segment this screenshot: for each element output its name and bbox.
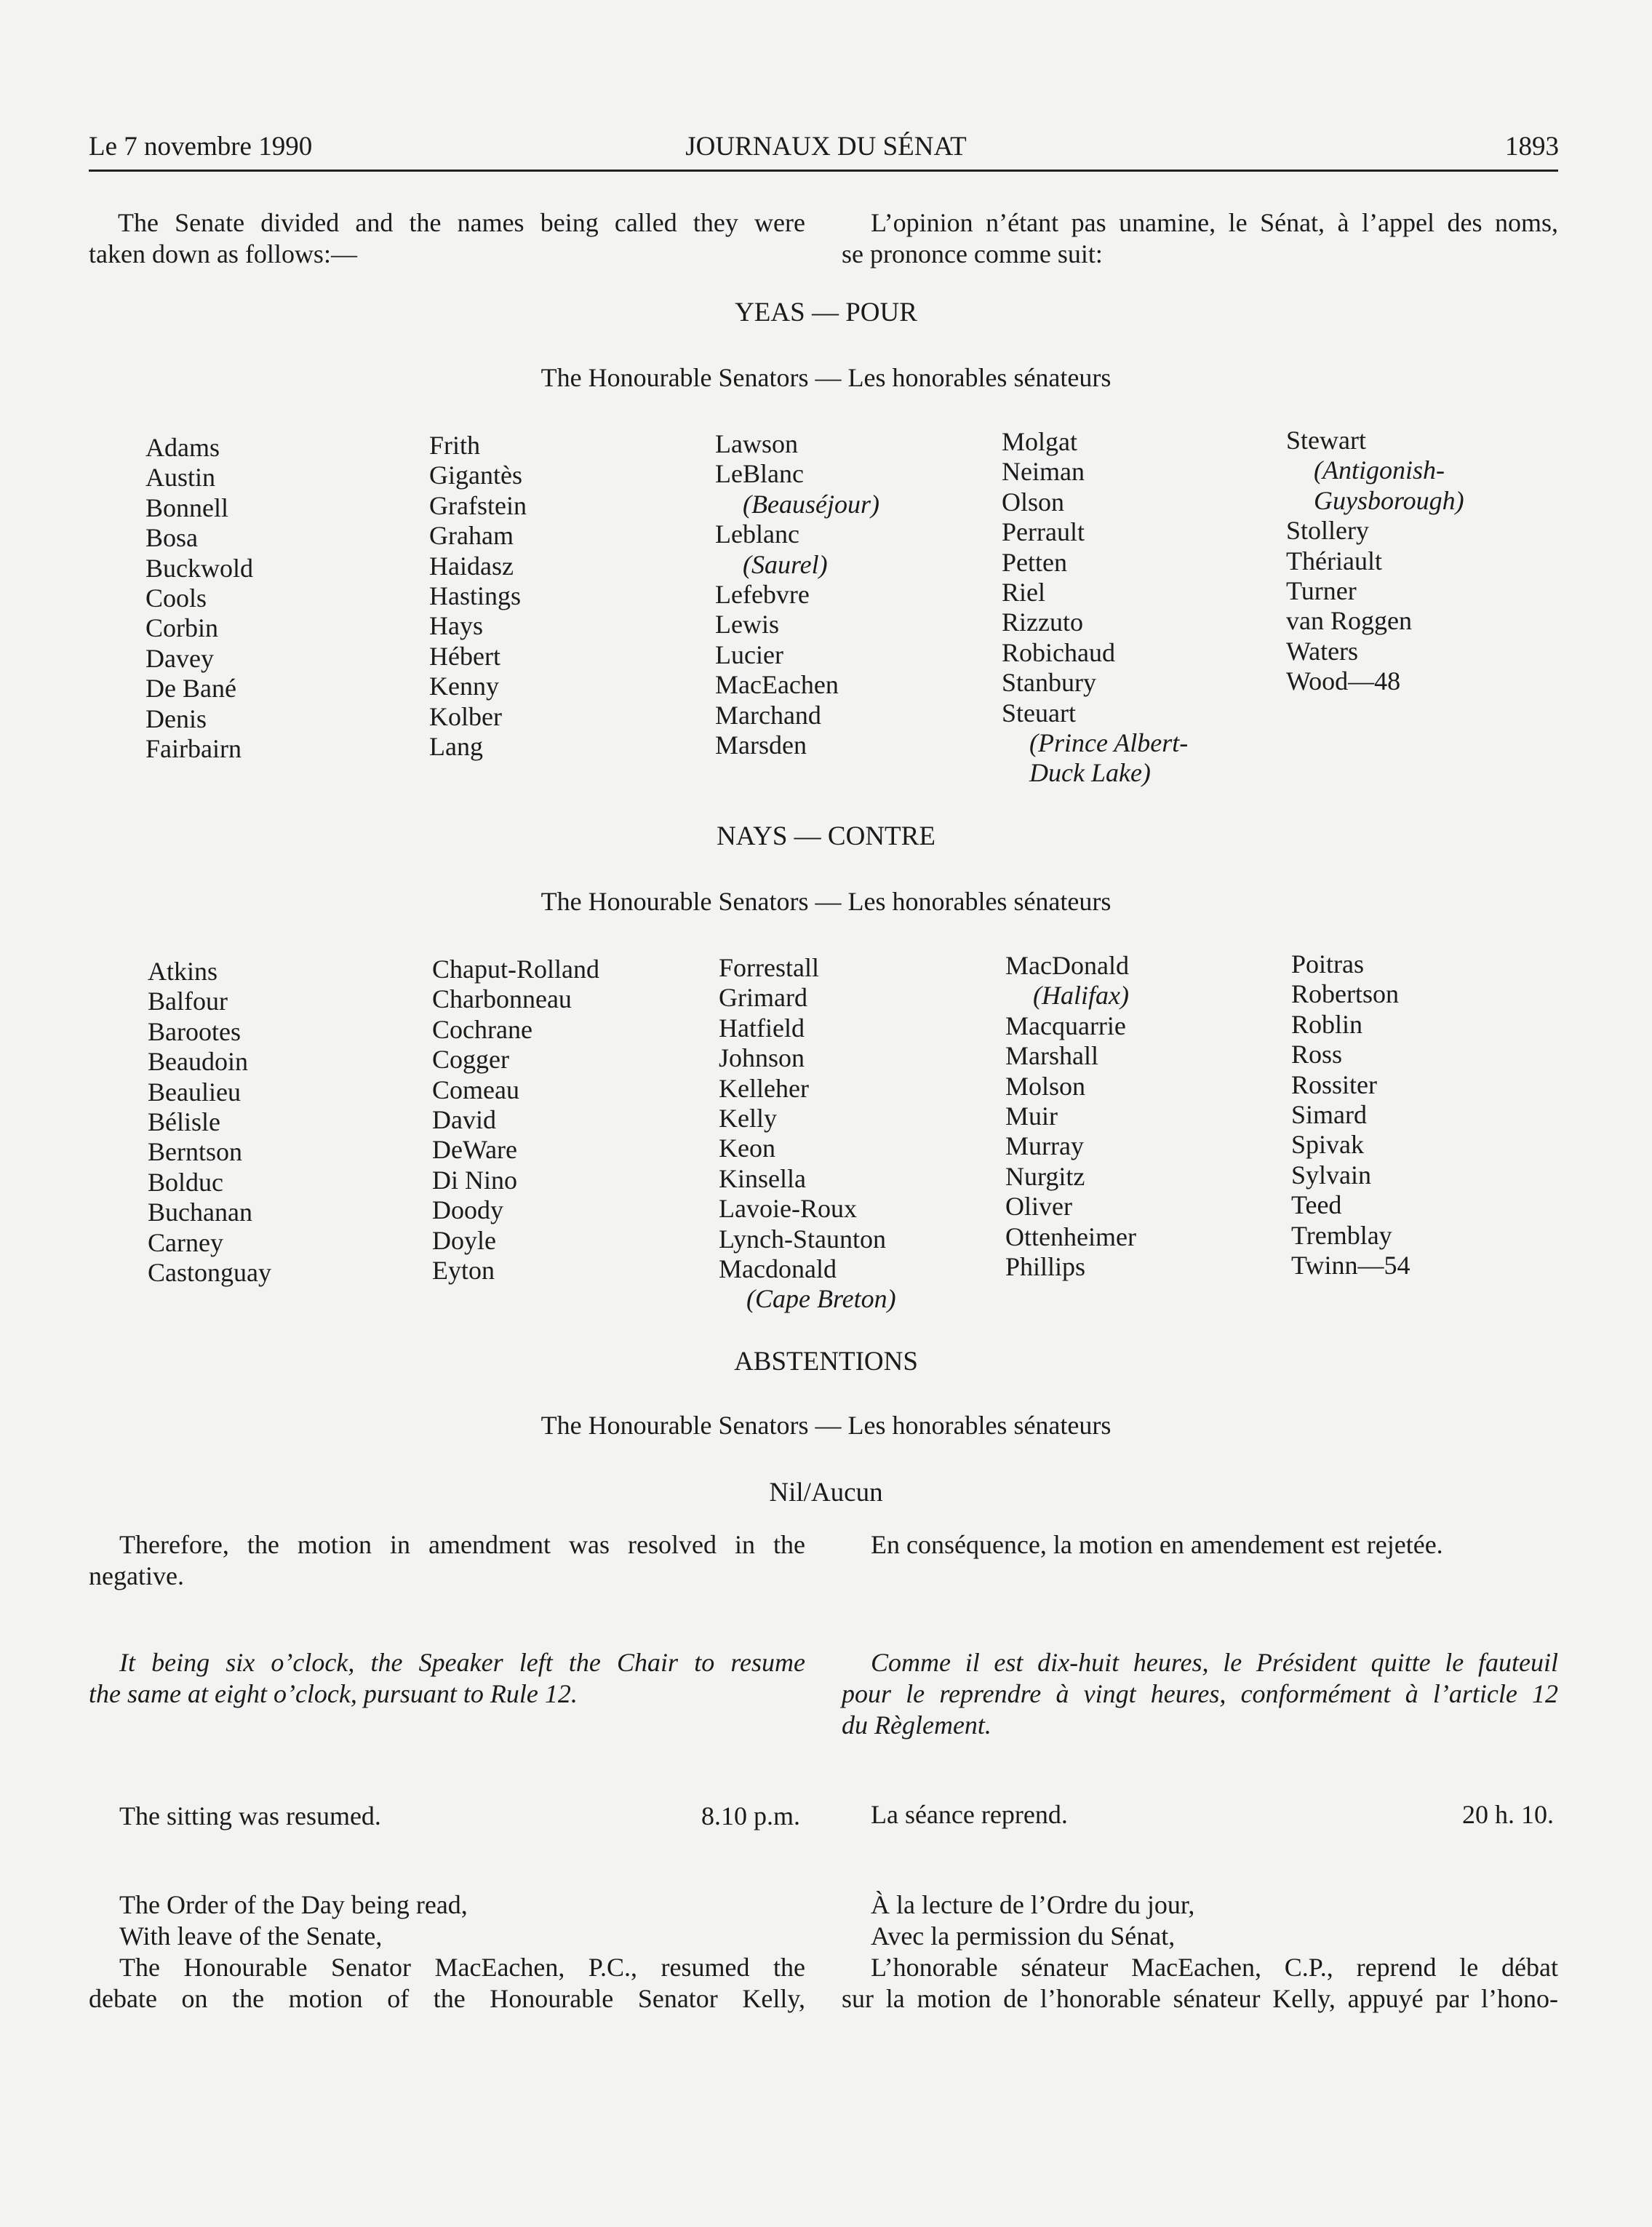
result-en: Therefore, the motion in amendment was resolved in the negative. (89, 1530, 805, 1590)
header-page-number: 1893 (1505, 132, 1559, 162)
resumed-fr-text: La séance reprend. (871, 1800, 1068, 1829)
order-fr: À la lecture de l’Ordre du jour, Avec la permission du Sénat, L’honorable sénateur MacEachen, C.P., reprend le débat sur la motion de l’honorable sénateur Kelly, appuyé par l’hono- (842, 1890, 1558, 2013)
yeas-column-2: Frith Gigantès Grafstein Graham Haidasz Hastings Hays Hébert Kenny Kolber Lang (429, 431, 527, 762)
yeas-column-4: Molgat Neiman Olson Perrault Petten Riel Rizzuto Robichaud Stanbury Steuart (Prince Albert- Duck Lake) (1002, 427, 1189, 788)
intro-en: The Senate divided and the names being called they were taken down as follows:— (89, 208, 805, 268)
header-rule (89, 170, 1558, 172)
nays-subheading: The Honourable Senators — Les honorables sénateurs (540, 887, 1112, 916)
header-title: JOURNAUX DU SÉNAT (685, 132, 967, 162)
resumed-en-text: The sitting was resumed. (119, 1801, 381, 1830)
intro-fr: L’opinion n’étant pas unamine, le Sénat, à l’appel des noms, se prononce comme suit: (842, 208, 1558, 268)
nays-column-2: Chaput-Rolland Charbonneau Cochrane Cogger Comeau David DeWare Di Nino Doody Doyle Eyton (432, 955, 599, 1286)
abstentions-heading: ABSTENTIONS (734, 1347, 918, 1377)
resumed-en-time: 8.10 p.m. (701, 1801, 801, 1830)
order-en: The Order of the Day being read, With leave of the Senate, The Honourable Senator MacEachen, P.C., resumed the debate on the motion of the Honourable Senator Kelly, (89, 1890, 805, 2013)
yeas-column-3: Lawson LeBlanc (Beauséjour) Leblanc (Saurel) Lefebvre Lewis Lucier MacEachen Marchand Marsden (715, 429, 879, 760)
abstentions-subheading: The Honourable Senators — Les honorables sénateurs (540, 1411, 1112, 1440)
nays-column-5: Poitras Robertson Roblin Ross Rossiter Simard Spivak Sylvain Teed Tremblay Twinn—54 (1291, 949, 1410, 1280)
nays-heading: NAYS — CONTRE (717, 821, 935, 851)
nays-column-4: MacDonald (Halifax) Macquarrie Marshall Molson Muir Murray Nurgitz Oliver Ottenheimer Phillips (1005, 951, 1136, 1282)
yeas-heading: YEAS — POUR (735, 298, 917, 327)
suspension-en: It being six o’clock, the Speaker left the Chair to resume the same at eight o’clock, pursuant to Rule 12. (89, 1648, 805, 1708)
yeas-column-5: Stewart (Antigonish- Guysborough) Stollery Thériault Turner van Roggen Waters Wood—48 (1286, 426, 1464, 696)
yeas-column-1: Adams Austin Bonnell Bosa Buckwold Cools Corbin Davey De Bané Denis Fairbairn (145, 433, 253, 764)
nays-column-1: Atkins Balfour Barootes Beaudoin Beaulieu Bélisle Berntson Bolduc Buchanan Carney Castonguay (148, 957, 271, 1288)
suspension-fr: Comme il est dix-huit heures, le Président quitte le fauteuil pour le reprendre à vingt heures, conformément à l’article 12 du Règlement. (842, 1648, 1558, 1740)
yeas-subheading: The Honourable Senators — Les honorables sénateurs (540, 363, 1112, 392)
header-date: Le 7 novembre 1990 (89, 132, 313, 162)
nays-column-3: Forrestall Grimard Hatfield Johnson Kelleher Kelly Keon Kinsella Lavoie-Roux Lynch-Staunton Macdonald (Cape Breton) (719, 953, 896, 1314)
resumed-fr-time: 20 h. 10. (1462, 1800, 1554, 1829)
result-fr: En conséquence, la motion en amendement est rejetée. (871, 1530, 1443, 1559)
abstentions-value: Nil/Aucun (769, 1478, 883, 1507)
